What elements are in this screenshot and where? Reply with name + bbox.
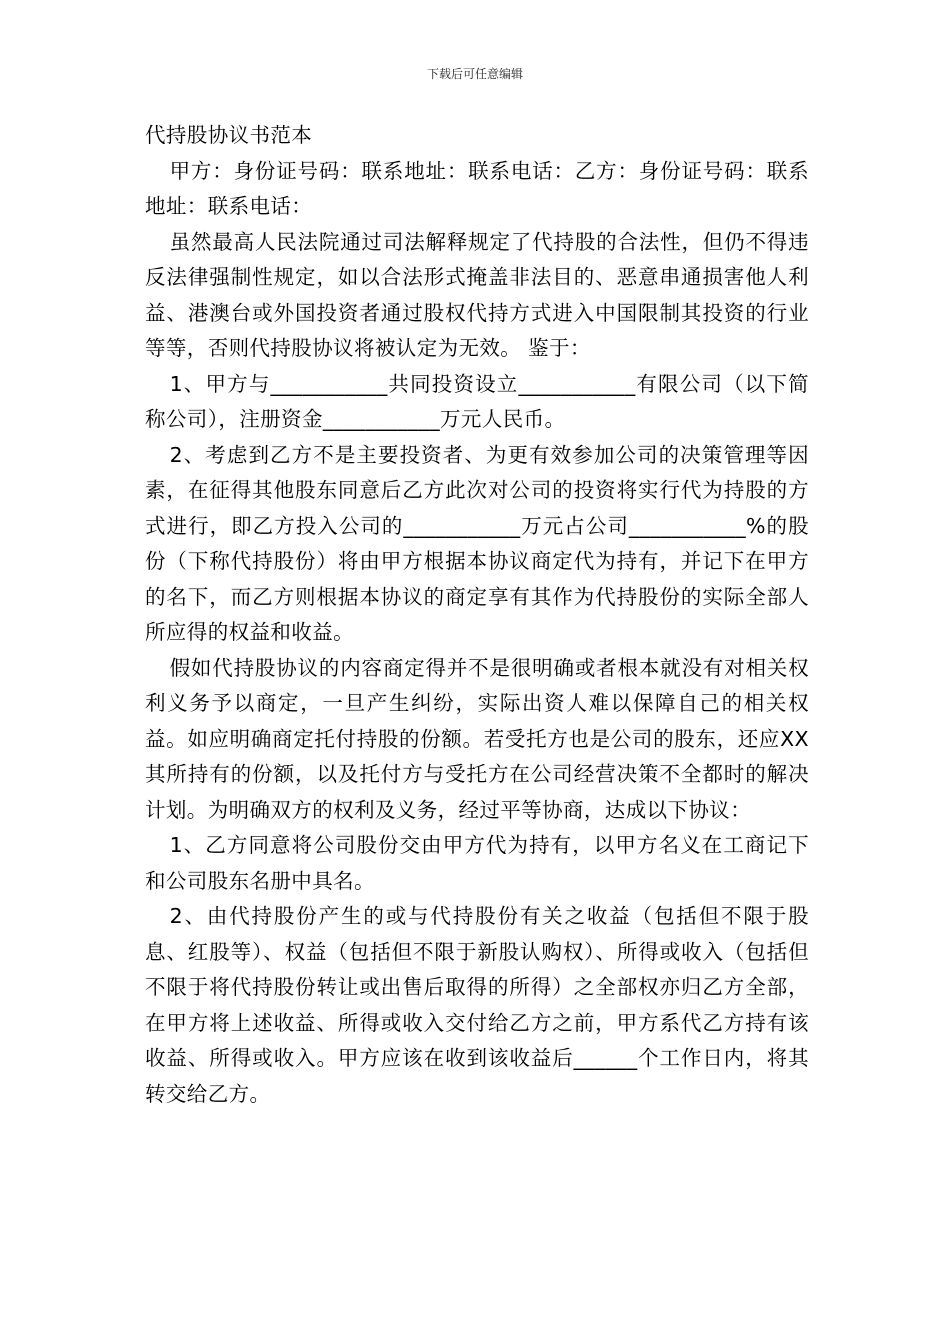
- agreement-clause-2: 2、由代持股份产生的或与代持股份有关之收益（包括但不限于股息、红股等）、权益（包括但不限于新股认购权）、所得或收入（包括但不限于将代持股份转让或出售后取得的所得）之全部权亦归乙方全部，在甲方将上述收益、所得或收入交付给乙方之前，甲方系代乙方持有该收益、所得或收入。甲方应该在收到该收益后______个工作日内，将其转交给乙方。: [145, 904, 809, 1106]
- explanation-paragraph: 假如代持股协议的内容商定得并不是很明确或者根本就没有对相关权利义务予以商定，一旦产生纠纷，实际出资人难以保障自己的相关权益。如应明确商定托付持股的份额。若受托方也是公司的股东，还应XX其所持有的份额，以及托付方与受托方在公司经营决策不全都时的解决计划。为明确双方的权利及义务，经过平等协商，达成以下协议：: [145, 655, 809, 822]
- document-title: 代持股协议书范本: [145, 123, 313, 147]
- clause-whereas-2: 2、考虑到乙方不是主要投资者、为更有效参加公司的决策管理等因素，在征得其他股东同意后乙方此次对公司的投资将实行代为持股的方式进行，即乙方投入公司的___________万元占公司___________%的股份（下称代持股份）将由甲方根据本协议商定代为持有，并记下在甲方的名下，而乙方则根据本协议的商定享有其作为代持股份的实际全部人所应得的权益和收益。: [145, 442, 809, 644]
- legal-note-paragraph: 虽然最高人民法院通过司法解释规定了代持股的合法性，但仍不得违反法律强制性规定，如以合法形式掩盖非法目的、恶意串通损害他人利益、港澳台或外国投资者通过股权代持方式进入中国限制其投资的行业等等，否则代持股协议将被认定为无效。 鉴于：: [145, 229, 809, 360]
- clause-whereas-1: 1、甲方与___________共同投资设立___________有限公司（以下简称公司），注册资金___________万元人民币。: [145, 371, 809, 431]
- agreement-clause-1: 1、乙方同意将公司股份交由甲方代为持有，以甲方名义在工商记下和公司股东名册中具名。: [145, 833, 809, 893]
- page-header-note: 下载后可任意编辑: [426, 67, 523, 81]
- parties-paragraph: 甲方：身份证号码：联系地址：联系电话：乙方：身份证号码：联系地址：联系电话：: [145, 158, 809, 218]
- document-body: [145, 118, 809, 1112]
